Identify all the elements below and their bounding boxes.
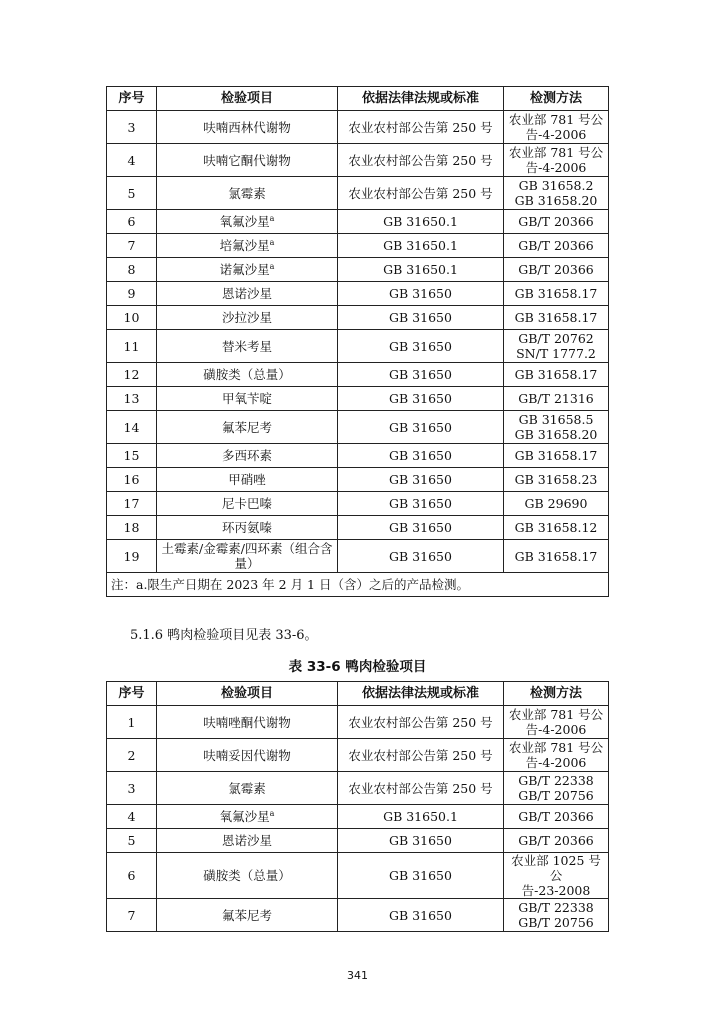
cell-method [504,772,609,805]
cell-method [504,144,609,177]
cell-method [504,516,609,540]
header-basis: 依据法律法规或标准 [338,87,504,111]
header-basis: 依据法律法规或标准 [338,682,504,706]
cell-no: 10 [107,306,157,330]
cell-basis: GB 31650 [338,363,504,387]
table-row [107,306,609,330]
table-row [107,516,609,540]
cell-basis: GB 31650 [338,444,504,468]
cell-basis: GB 31650 [338,899,504,932]
table-row [107,706,609,739]
cell-item [157,411,338,444]
table-row [107,330,609,363]
method-line: 农业部 781 号公 [508,740,604,755]
method-line: GB/T 20366 [518,809,594,824]
cell-method [504,444,609,468]
cell-method [504,468,609,492]
footnote-marker: a [269,237,275,247]
cell-method [504,177,609,210]
cell-no: 8 [107,258,157,282]
cell-method [504,282,609,306]
header-item: 检验项目 [157,682,338,706]
table-row [107,177,609,210]
method-line: GB/T 20366 [518,833,594,848]
item-name: 呋喃它酮代谢物 [203,152,291,168]
cell-method [504,540,609,573]
cell-item [157,234,338,258]
table-row [107,540,609,573]
cell-item [157,330,338,363]
cell-basis: GB 31650 [338,282,504,306]
cell-item [157,282,338,306]
table-row [107,111,609,144]
method-line: GB/T 20756 [518,915,594,930]
method-line: GB 31658.5 [518,412,594,427]
cell-method [504,805,609,829]
method-line: GB 31658.20 [514,427,598,442]
cell-no: 16 [107,468,157,492]
item-name: 恩诺沙星 [221,286,272,301]
item-name: 呋喃西林代谢物 [203,119,291,135]
cell-item [157,210,338,234]
cell-no: 5 [107,829,157,853]
cell-no: 12 [107,363,157,387]
cell-basis: GB 31650 [338,330,504,363]
cell-no: 6 [107,210,157,234]
method-line: 告-4-2006 [525,722,587,737]
item-name: 氧氟沙星 [219,214,270,229]
item-name: 尼卡巴嗪 [221,496,272,511]
item-name: 氯霉素 [228,185,266,201]
table-row [107,853,609,899]
table-header-row [107,87,609,111]
header-method: 检测方法 [504,682,609,706]
method-line: GB/T 20762 [518,331,594,346]
item-name: 替米考星 [221,338,272,354]
table-header-row [107,682,609,706]
item-name: 甲硝唑 [228,472,266,487]
table-caption: 表 33-6 鸭肉检验项目 [288,659,427,675]
item-name: 氯霉素 [228,780,266,796]
method-line: GB 31658.2 [518,178,594,193]
item-name: 呋喃妥因代谢物 [203,747,291,763]
cell-item [157,829,338,853]
cell-item [157,706,338,739]
cell-item [157,468,338,492]
cell-item [157,258,338,282]
cell-item [157,363,338,387]
cell-item [157,805,338,829]
cell-no: 13 [107,387,157,411]
cell-no: 7 [107,899,157,932]
cell-basis: GB 31650 [338,306,504,330]
method-line: GB/T 22338 [518,773,594,788]
cell-no: 15 [107,444,157,468]
cell-item [157,516,338,540]
cell-basis: GB 31650 [338,468,504,492]
cell-basis: GB 31650.1 [338,805,504,829]
table-row [107,444,609,468]
cell-method [504,210,609,234]
cell-item [157,899,338,932]
item-name: 诺氟沙星 [219,262,270,277]
cell-no: 3 [107,772,157,805]
table-row [107,258,609,282]
cell-method [504,706,609,739]
cell-no: 3 [107,111,157,144]
item-name: 磺胺类（总量） [203,868,291,883]
cell-item [157,492,338,516]
footnote-marker: a [269,213,275,223]
method-line: GB/T 20756 [518,788,594,803]
cell-method [504,899,609,932]
cell-basis: 农业农村部公告第 250 号 [338,144,504,177]
cell-method [504,411,609,444]
inspection-table-duck [106,681,609,932]
item-name: 氧氟沙星 [219,809,270,824]
table-row [107,739,609,772]
cell-basis: GB 31650 [338,829,504,853]
cell-method [504,111,609,144]
header-method: 检测方法 [504,87,609,111]
method-line: GB 31658.17 [514,310,598,325]
method-line: GB 29690 [524,496,588,511]
table-row [107,772,609,805]
cell-basis: GB 31650 [338,853,504,899]
method-line: GB/T 21316 [518,391,594,406]
cell-basis: GB 31650 [338,411,504,444]
cell-no: 17 [107,492,157,516]
cell-method [504,258,609,282]
page-number: 341 [347,969,368,982]
table-row [107,387,609,411]
method-line: 告-23-2008 [521,883,591,898]
cell-item [157,853,338,899]
method-line: GB 31658.17 [514,286,598,301]
item-name: 沙拉沙星 [221,310,272,325]
method-line: 告-4-2006 [525,755,587,770]
method-line: GB/T 22338 [518,900,594,915]
cell-method [504,363,609,387]
method-line: GB 31658.23 [514,472,598,487]
cell-basis: GB 31650 [338,540,504,573]
cell-item [157,444,338,468]
table-row [107,282,609,306]
cell-no: 6 [107,853,157,899]
cell-no: 19 [107,540,157,573]
item-name: 甲氧苄啶 [221,391,272,406]
cell-basis: 农业农村部公告第 250 号 [338,177,504,210]
cell-item [157,739,338,772]
table-note: 注：a.限生产日期在 2023 年 2 月 1 日（含）之后的产品检测。 [107,573,609,597]
cell-method [504,330,609,363]
table-row [107,468,609,492]
table-row [107,144,609,177]
item-name: 磺胺类（总量） [203,367,291,382]
item-name: 培氟沙星 [219,238,270,253]
cell-no: 1 [107,706,157,739]
item-name: 氟苯尼考 [221,907,272,923]
item-name: 恩诺沙星 [221,833,272,848]
method-line: 农业部 781 号公 [508,707,604,722]
method-line: 农业部 781 号公 [508,112,604,127]
method-line: GB 31658.12 [514,520,598,535]
cell-basis: 农业农村部公告第 250 号 [338,706,504,739]
cell-item [157,306,338,330]
cell-method [504,234,609,258]
method-line: GB/T 20366 [518,238,594,253]
cell-basis: 农业农村部公告第 250 号 [338,739,504,772]
cell-basis: 农业农村部公告第 250 号 [338,772,504,805]
cell-no: 4 [107,144,157,177]
cell-no: 4 [107,805,157,829]
cell-item [157,540,338,573]
cell-method [504,306,609,330]
table-row [107,234,609,258]
cell-method [504,829,609,853]
cell-item [157,177,338,210]
footnote-marker: a [269,808,275,818]
method-line: GB/T 20366 [518,214,594,229]
item-name: 呋喃唑酮代谢物 [203,714,291,730]
cell-method [504,387,609,411]
method-line: GB 31658.20 [514,193,598,208]
table-row [107,899,609,932]
table-row [107,363,609,387]
cell-no: 2 [107,739,157,772]
method-line: GB 31658.17 [514,548,598,564]
table-note-row [107,573,609,597]
item-name: 环丙氨嗪 [221,520,272,535]
cell-basis: GB 31650.1 [338,234,504,258]
method-line: GB 31658.17 [514,448,598,463]
method-line: 告-4-2006 [525,127,587,142]
footnote-marker: a [269,261,275,271]
cell-basis: 农业农村部公告第 250 号 [338,111,504,144]
header-no: 序号 [107,682,157,706]
cell-item [157,111,338,144]
table-row [107,210,609,234]
item-name: 多西环素 [221,448,272,463]
cell-basis: GB 31650 [338,492,504,516]
table-row [107,492,609,516]
cell-basis: GB 31650 [338,516,504,540]
cell-method [504,853,609,899]
table-row [107,411,609,444]
cell-method [504,739,609,772]
method-line: 农业部 1025 号公 [511,853,601,883]
cell-no: 18 [107,516,157,540]
item-name: 土霉素/金霉素/四环素（组合含量） [161,541,333,571]
method-line: SN/T 1777.2 [516,346,596,361]
method-line: GB/T 20366 [518,262,594,277]
table-row [107,829,609,853]
cell-basis: GB 31650.1 [338,258,504,282]
header-no: 序号 [107,87,157,111]
method-line: 农业部 781 号公 [508,145,604,160]
header-item: 检验项目 [157,87,338,111]
cell-no: 14 [107,411,157,444]
method-line: GB 31658.17 [514,367,598,382]
cell-item [157,144,338,177]
cell-no: 9 [107,282,157,306]
cell-no: 7 [107,234,157,258]
cell-item [157,772,338,805]
method-line: 告-4-2006 [525,160,587,175]
cell-no: 5 [107,177,157,210]
cell-no: 11 [107,330,157,363]
table-row [107,805,609,829]
cell-item [157,387,338,411]
section-paragraph: 5.1.6 鸭肉检验项目见表 33-6。 [130,628,318,643]
cell-basis: GB 31650 [338,387,504,411]
item-name: 氟苯尼考 [221,419,272,435]
cell-method [504,492,609,516]
cell-basis: GB 31650.1 [338,210,504,234]
inspection-table-chicken [106,86,609,597]
